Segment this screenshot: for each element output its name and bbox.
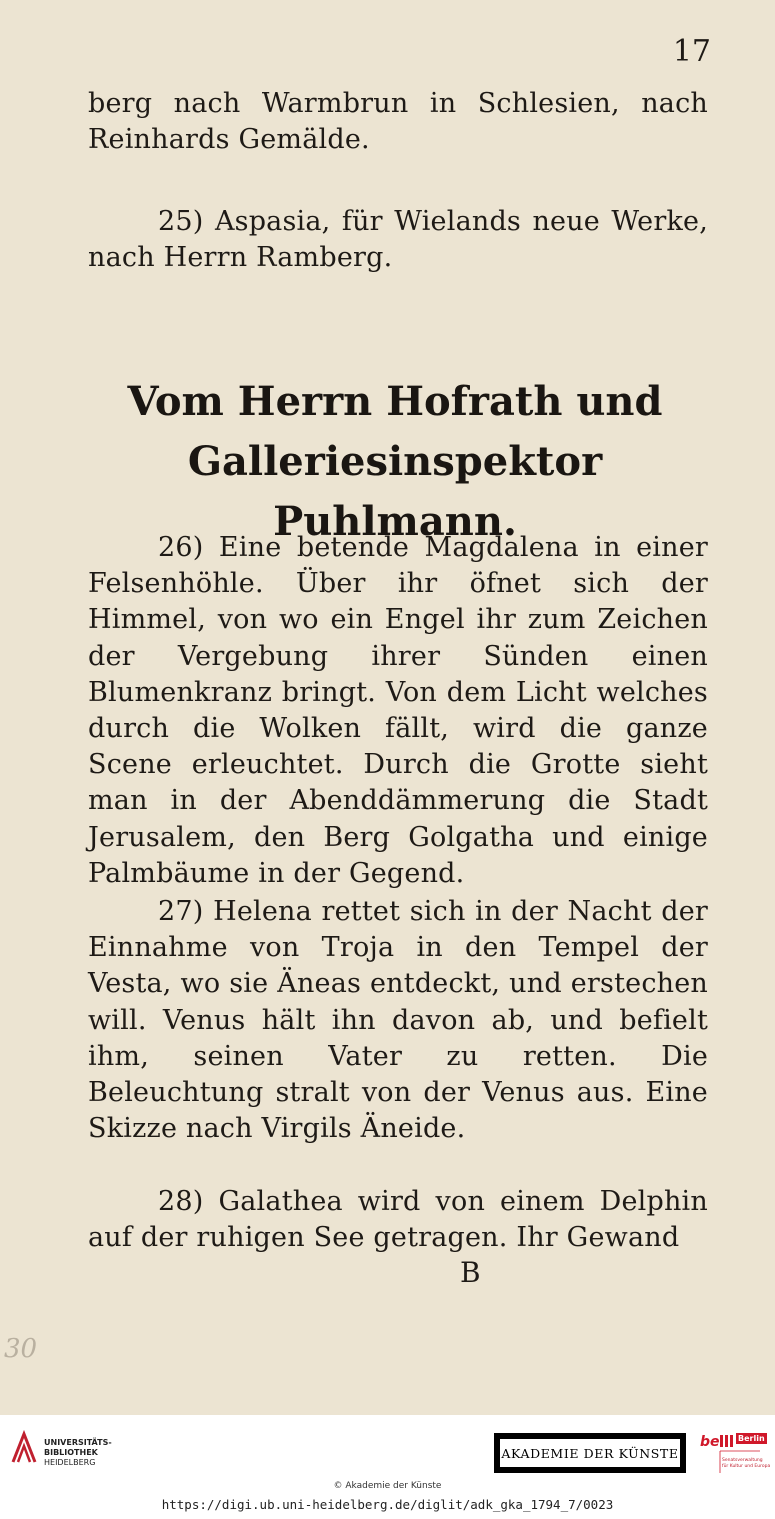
berlin-caption: [722, 1458, 772, 1469]
university-library-logo-icon[interactable]: [10, 1430, 38, 1466]
berlin-prefix: be: [700, 1434, 720, 1450]
permalink-url[interactable]: https://digi.ub.uni-heidelberg.de/diglit/adk_gka_1794_7/0023: [161, 1497, 614, 1512]
university-library-name[interactable]: [44, 1438, 112, 1468]
library-line: UNIVERSITÄTS-: [44, 1438, 112, 1447]
page-number: 17: [672, 34, 711, 69]
paragraph-item-26: 26) Eine betende Magdalena in einer Felsenhöhle. Über ihr öfnet sich der Himmel, von wo ein Engel ihr zum Zeichen der Vergebung ihrer Sünden einen Blumenkranz bringt. Von dem Licht welches durch die Wolken fällt, wird die ganze Scene erleuchtet. Durch die Grotte sieht man in der Abenddämmerung die Stadt Jerusalem, den Berg Golgatha und einige Palmbäume in der Gegend.: [88, 532, 708, 889]
signature-mark: B: [460, 1256, 481, 1289]
section-heading: Vom Herrn Hofrath und Galleriesinspektor Puhlmann.: [127, 378, 663, 545]
berlin-wordmark: Berlin: [738, 1434, 765, 1443]
pencil-annotation: 30: [4, 1334, 38, 1364]
library-line: HEIDELBERG: [44, 1458, 96, 1467]
berlin-caption-line: Senatsverwaltung: [722, 1458, 763, 1463]
copyright-notice: © Akademie der Künste: [333, 1481, 442, 1491]
library-line: BIBLIOTHEK: [44, 1448, 98, 1457]
paragraph-item-25: 25) Aspasia, für Wielands neue Werke, nach Herrn Ramberg.: [88, 206, 708, 274]
berlin-caption-line: für Kultur und Europa: [722, 1463, 771, 1469]
paragraph-continuation: berg nach Warmbrun in Schlesien, nach Reinhards Gemälde.: [88, 88, 708, 156]
akademie-logo[interactable]: [494, 1433, 686, 1473]
akademie-label: AKADEMIE DER KÜNSTE: [500, 1439, 680, 1467]
paragraph-item-27: 27) Helena rettet sich in der Nacht der Einnahme von Troja in den Tempel der Vesta, wo sie Äneas entdeckt, und erstechen will. Venus hält ihn davon ab, und befielt ihm, seinen Vater zu retten. Die Beleuchtung stralt von der Venus aus. Eine Skizze nach Virgils Äneide.: [88, 896, 708, 1145]
paragraph-item-28: 28) Galathea wird von einem Delphin auf der ruhigen See getragen. Ihr Gewand: [88, 1186, 708, 1254]
